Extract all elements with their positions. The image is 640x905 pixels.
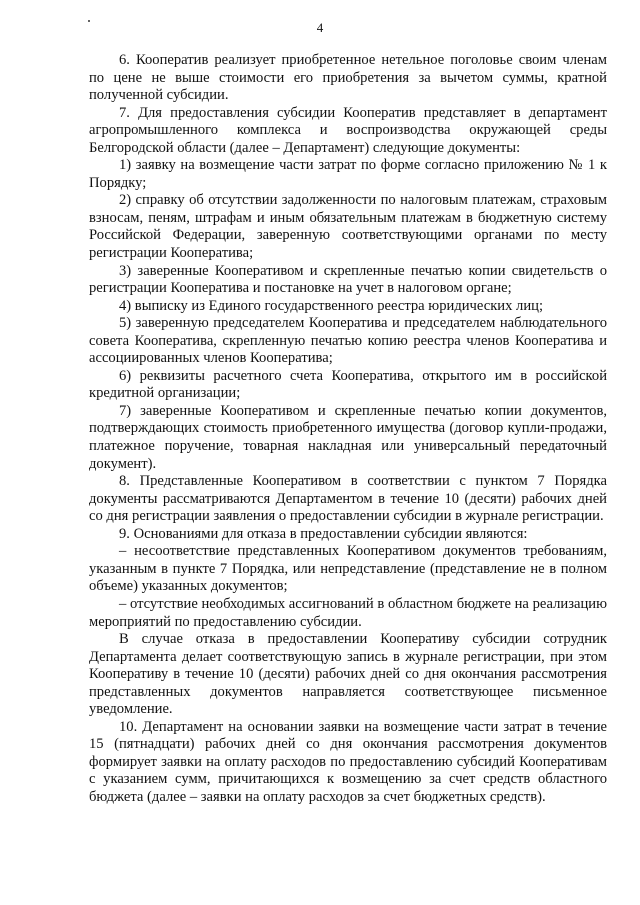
- list-item-7: 7) заверенные Кооперативом и скрепленные печатью копии документов, подтверждающих стоимость приобретенного имущества (договор купли-продажи, платежное поручение, товарная накладная или универсальный передаточный документ).: [89, 402, 607, 472]
- list-item-2: 2) справку об отсутствии задолженности по налоговым платежам, страховым взносам, пеням, штрафам и иным обязательным платежам в бюджетную систему Российской Федерации, заверенную соответствующими органами по месту регистрации Кооператива;: [89, 192, 607, 262]
- list-item-5: 5) заверенную председателем Кооператива и председателем наблюдательного совета Кооператива, скрепленную печатью копию реестра членов Кооператива и ассоциированных членов Кооператива;: [89, 315, 607, 367]
- list-item-4: 4) выписку из Единого государственного реестра юридических лиц;: [119, 297, 544, 314]
- document-body: [89, 52, 607, 807]
- refusal-reason-1: – несоответствие представленных Кооперативом документов требованиям, указанным в пункте 7 Порядка, или непредставление (представление не в полном объеме) указанных документов;: [89, 543, 607, 595]
- refusal-procedure-paragraph: В случае отказа в предоставлении Кооперативу субсидии сотрудник Департамента делает соответствующую запись в журнале регистрации, при этом Кооперативу в течение 10 (десяти) рабочих дней со дня окончания рассмотрения представленных документов направляется соответствующее письменное уведомление.: [89, 631, 607, 718]
- list-item-3: 3) заверенные Кооперативом и скрепленные печатью копии свидетельств о регистрации Кооператива и постановке на учет в налоговом органе;: [89, 262, 607, 297]
- refusal-reason-2: – отсутствие необходимых ассигнований в областном бюджете на реализацию мероприятий по предоставлению субсидии.: [89, 595, 607, 630]
- paragraph-item-7: 7. Для предоставления субсидии Кооператив представляет в департамент агропромышленного комплекса и воспроизводства окружающей среды Белгородской области (далее – Департамент) следующие документы:: [89, 104, 607, 156]
- page-number: 4: [316, 20, 324, 35]
- paragraph-item-8: 8. Представленные Кооперативом в соответствии с пунктом 7 Порядка документы рассматриваются Департаментом в течение 10 (десяти) рабочих дней со дня регистрации заявления о предоставлении субсидии в журнале регистрации.: [89, 473, 607, 525]
- list-item-1: 1) заявку на возмещение части затрат по форме согласно приложению № 1 к Порядку;: [89, 157, 607, 191]
- list-item-6: 6) реквизиты расчетного счета Кооператива, открытого им в российской кредитной организации;: [89, 367, 607, 402]
- paragraph-item-9: 9. Основаниями для отказа в предоставлении субсидии являются:: [119, 525, 528, 542]
- paragraph-item-6: 6. Кооператив реализует приобретенное нетельное поголовье своим членам по цене не выше стоимости его приобретения за вычетом суммы, кратной полученной субсидии.: [89, 52, 607, 104]
- paragraph-item-10: 10. Департамент на основании заявки на возмещение части затрат в течение 15 (пятнадцати) рабочих дней со дня окончания рассмотрения документов формирует заявки на оплату расходов по предоставлению субсидий Кооперативам с указанием сумм, причитающихся к возмещению за счет средств областного бюджета (далее – заявки на оплату расходов за счет бюджетных средств).: [89, 718, 607, 805]
